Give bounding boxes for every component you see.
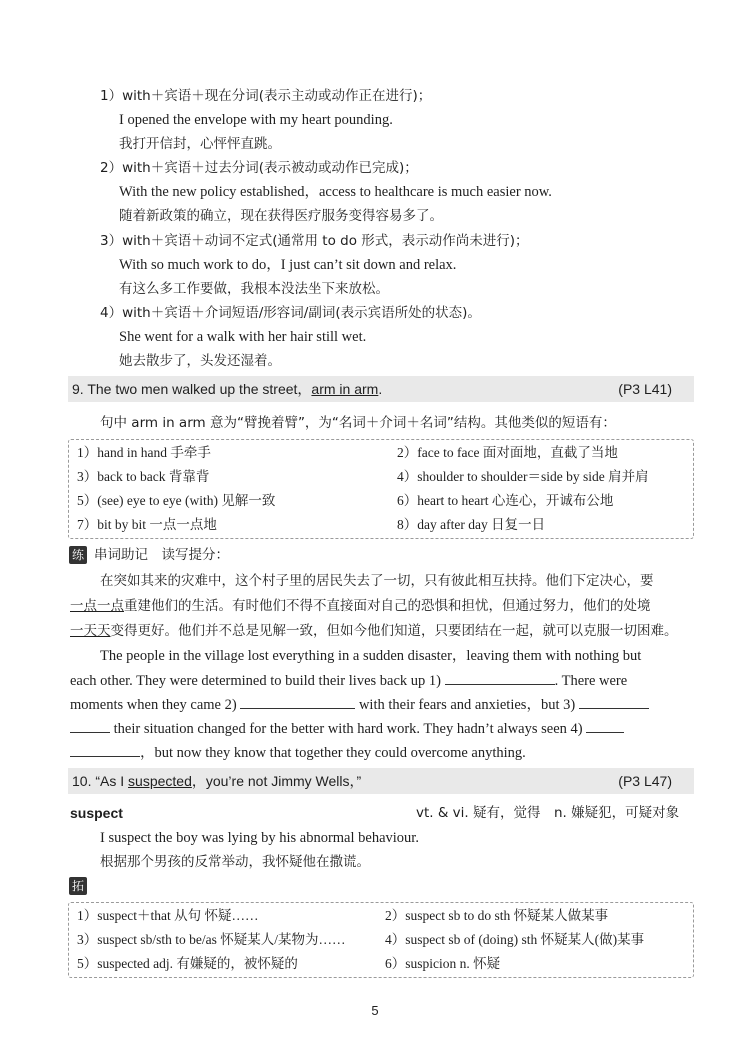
answer-blank-3[interactable] [579,694,649,709]
section-10-header [68,768,694,794]
answer-blank-1[interactable] [445,670,555,685]
section-10-reference: (P3 L47) [618,773,672,789]
section-9-reference: (P3 L41) [618,381,672,397]
answer-blank-4[interactable] [586,718,624,733]
phrase-item: 8）day after day 日复一日 [397,517,546,532]
section-10-phrase-box [68,902,694,978]
phrase-item: 6）suspicion n. 怀疑 [385,956,501,971]
extension-tag: 拓 [69,877,87,895]
phrase-item: 2）face to face 面对面地，直截了当地 [397,445,618,460]
example-cn: 根据那个男孩的反常举动，我怀疑他在撒谎。 [100,854,370,870]
usage-example-en-4: She went for a walk with her hair still wet. [119,329,367,345]
usage-rule-4: 4）with＋宾语＋介词短语/形容词/副词(表示宾语所处的状态)。 [100,305,481,321]
section-9-header [68,376,694,402]
headword: suspect [70,805,123,821]
highlight-phrase: 一天天 [70,623,111,639]
section-9-title: 9. The two men walked up the street，arm in arm. [72,381,383,397]
practice-en-line-1: The people in the village lost everything in a sudden disaster，leaving them with nothing but [100,648,642,664]
usage-example-cn-4: 她去散步了，头发还湿着。 [119,353,281,369]
page-number: 5 [371,1003,379,1018]
phrase-item: 6）heart to heart 心连心，开诚布公地 [397,493,614,508]
practice-en-line-3: moments when they came 2) with their fears and anxieties，but 3) [70,694,649,715]
answer-blank-2[interactable] [240,694,355,709]
example-en: I suspect the boy was lying by his abnormal behaviour. [100,830,419,846]
section-10-keyword: suspected [128,773,192,789]
practice-tag: 练 [69,546,87,564]
highlight-phrase: 一点一点 [70,598,124,614]
phrase-item: 7）bit by bit 一点一点地 [77,517,217,532]
practice-en-line-2: each other. They were determined to build their lives back up 1) . There were [70,670,627,691]
practice-en-line-4: their situation changed for the better with hard work. They hadn’t always seen 4) [70,718,624,739]
practice-title: 串词助记 读写提分： [94,547,229,563]
usage-rule-2: 2）with＋宾语＋过去分词(表示被动或动作已完成)； [100,160,418,176]
section-10-title: 10. “As I suspected，you’re not Jimmy Wells，” [72,773,362,789]
phrase-item: 5）suspected adj. 有嫌疑的，被怀疑的 [77,956,298,971]
headword-definition: vt. & vi. 疑有，觉得 n. 嫌疑犯，可疑对象 [416,805,680,821]
section-9-intro: 句中 arm in arm 意为“臂挽着臂”，为“名词＋介词＋名词”结构。其他类似的短语有： [100,415,616,431]
answer-blank-3-cont[interactable] [70,718,110,733]
usage-example-en-1: I opened the envelope with my heart pounding. [119,112,393,128]
phrase-item: 2）suspect sb to do sth 怀疑某人做某事 [385,908,609,923]
section-9-phrase-box [68,439,694,539]
phrase-item: 3）suspect sb/sth to be/as 怀疑某人/某物为…… [77,932,346,947]
phrase-item: 3）back to back 背靠背 [77,469,210,484]
practice-cn-line-2: 一点一点重建他们的生活。有时他们不得不直接面对自己的恐惧和担忧，但通过努力，他们的处境 [70,598,651,614]
phrase-item: 1）hand in hand 手牵手 [77,445,211,460]
phrase-item: 5）(see) eye to eye (with) 见解一致 [77,493,276,508]
section-9-keyword: arm in arm [311,381,379,397]
usage-example-en-2: With the new policy established，access to healthcare is much easier now. [119,184,552,200]
usage-example-en-3: With so much work to do，I just can’t sit down and relax. [119,257,457,273]
practice-cn-line-3: 一天天变得更好。他们并不总是见解一致，但如今他们知道，只要团结在一起，就可以克服一切困难。 [70,623,678,639]
usage-rule-3: 3）with＋宾语＋动词不定式(通常用 to do 形式，表示动作尚未进行)； [100,233,529,249]
phrase-item: 1）suspect＋that 从句 怀疑…… [77,908,259,923]
phrase-item: 4）shoulder to shoulder＝side by side 肩并肩 [397,469,649,484]
usage-example-cn-2: 随着新政策的确立，现在获得医疗服务变得容易多了。 [119,208,443,224]
usage-example-cn-3: 有这么多工作要做，我根本没法坐下来放松。 [119,281,389,297]
practice-cn-line-1: 在突如其来的灾难中，这个村子里的居民失去了一切，只有彼此相互扶持。他们下定决心，要 [100,573,654,589]
usage-example-cn-1: 我打开信封，心怦怦直跳。 [119,136,281,152]
phrase-item: 4）suspect sb of (doing) sth 怀疑某人(做)某事 [385,932,645,947]
answer-blank-4-cont[interactable] [70,742,140,757]
practice-en-line-5: ，but now they know that together they could overcome anything. [70,742,526,763]
usage-rule-1: 1）with＋宾语＋现在分词(表示主动或动作正在进行)； [100,88,432,104]
